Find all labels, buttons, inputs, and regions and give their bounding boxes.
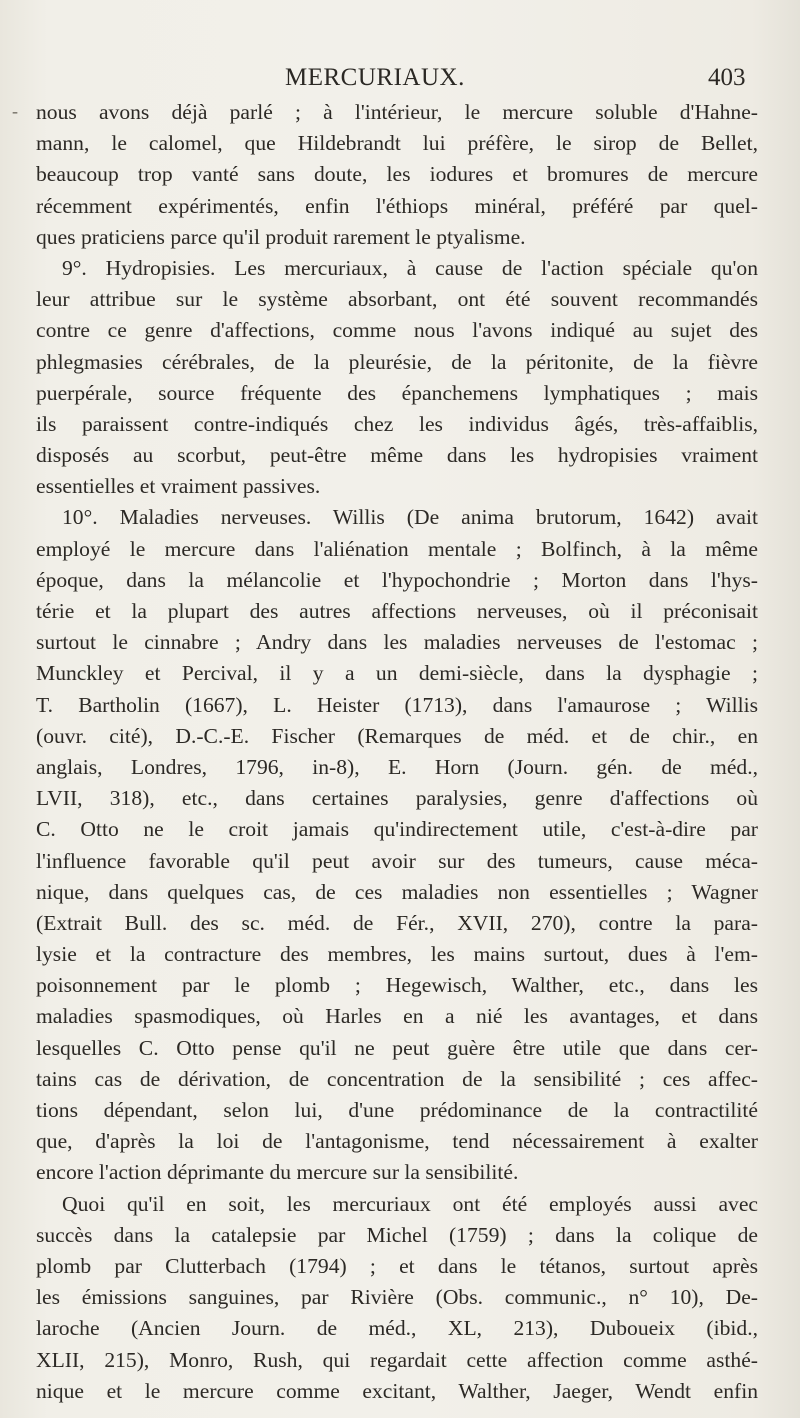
text-line: Munckley et Percival, il y a un demi-siècle, dans la dysphagie ; <box>36 661 758 686</box>
text-line: plomb par Clutterbach (1794) ; et dans le tétanos, surtout après <box>36 1253 758 1278</box>
margin-mark: - <box>12 101 18 121</box>
text-line: térie et la plupart des autres affections nerveuses, où il préconisait <box>36 599 758 623</box>
text-line: anglais, Londres, 1796, in-8), E. Horn (Journ. gén. de méd., <box>36 754 758 779</box>
text-line: surtout le cinnabre ; Andry dans les maladies nerveuses de l'estomac ; <box>36 630 758 655</box>
text-line: l'influence favorable qu'il peut avoir sur des tumeurs, cause méca- <box>36 848 758 873</box>
text-line: puerpérale, source fréquente des épanchemens lymphatiques ; mais <box>36 380 758 405</box>
text-line: nique, dans quelques cas, de ces maladies non essentielles ; Wagner <box>36 879 758 904</box>
text-line: (ouvr. cité), D.-C.-E. Fischer (Remarques de méd. et de chir., en <box>36 723 758 748</box>
page-number: 403 <box>708 64 746 91</box>
text-line: disposés au scorbut, peut-être même dans les hydropisies vraiment <box>36 443 758 468</box>
text-line: essentielles et vraiment passives. <box>36 474 321 499</box>
text-line: phlegmasies cérébrales, de la pleurésie, de la péritonite, de la fièvre <box>36 349 758 374</box>
text-line: les émissions sanguines, par Rivière (Obs. communic., n° 10), De- <box>36 1285 758 1310</box>
text-line: poisonnement par le plomb ; Hegewisch, Walther, etc., dans les <box>36 973 758 998</box>
text-line: contre ce genre d'affections, comme nous l'avons indiqué au sujet des <box>36 318 758 343</box>
text-line: nique et le mercure comme excitant, Walther, Jaeger, Wendt enfin <box>36 1378 758 1403</box>
text-line: nous avons déjà parlé ; à l'intérieur, le mercure soluble d'Hahne- <box>36 100 758 124</box>
text-line: encore l'action déprimante du mercure sur la sensibilité. <box>36 1160 519 1185</box>
text-line: tions dépendant, selon lui, d'une prédominance de la contractilité <box>36 1098 758 1122</box>
text-line: (Extrait Bull. des sc. méd. de Fér., XVII, 270), contre la para- <box>36 910 758 935</box>
text-line: C. Otto ne le croit jamais qu'indirectement utile, c'est-à-dire par <box>36 817 758 842</box>
text-line: 9°. Hydropisies. Les mercuriaux, à cause de l'action spéciale qu'on <box>62 255 758 280</box>
text-line: LVII, 318), etc., dans certaines paralysies, genre d'affections où <box>36 786 758 811</box>
text-line: T. Bartholin (1667), L. Heister (1713), dans l'amaurose ; Willis <box>36 692 758 717</box>
text-line: époque, dans la mélancolie et l'hypochondrie ; Morton dans l'hys- <box>36 567 758 592</box>
text-line: que, d'après la loi de l'antagonisme, tend nécessairement à exalter <box>36 1129 758 1154</box>
text-line: mann, le calomel, que Hildebrandt lui préfère, le sirop de Bellet, <box>36 131 758 156</box>
text-line: leur attribue sur le système absorbant, ont été souvent recommandés <box>36 287 758 312</box>
text-line: ques praticiens parce qu'il produit rarement le ptyalisme. <box>36 224 526 249</box>
text-line: 10°. Maladies nerveuses. Willis (De anima brutorum, 1642) avait <box>62 505 758 530</box>
text-line: lysie et la contracture des membres, les mains surtout, dues à l'em- <box>36 942 758 967</box>
text-line: maladies spasmodiques, où Harles en a nié les avantages, et dans <box>36 1004 758 1029</box>
text-line: XLII, 215), Monro, Rush, qui regardait cette affection comme asthé- <box>36 1347 758 1372</box>
text-line: ils paraissent contre-indiqués chez les individus âgés, très-affaiblis, <box>36 411 758 436</box>
text-line: succès dans la catalepsie par Michel (1759) ; dans la colique de <box>36 1222 758 1247</box>
text-line: employé le mercure dans l'aliénation mentale ; Bolfinch, à la même <box>36 536 758 561</box>
body-text <box>36 97 758 1407</box>
text-line: lesquelles C. Otto pense qu'il ne peut guère être utile que dans cer- <box>36 1035 758 1060</box>
text-line: beaucoup trop vanté sans doute, les iodures et bromures de mercure <box>36 162 758 187</box>
text-line: laroche (Ancien Journ. de méd., XL, 213), Duboueix (ibid., <box>36 1316 758 1341</box>
text-line: tains cas de dérivation, de concentration de la sensibilité ; ces affec- <box>36 1066 758 1091</box>
running-title: MERCURIAUX. <box>285 64 465 91</box>
text-line: Quoi qu'il en soit, les mercuriaux ont été employés aussi avec <box>62 1191 758 1216</box>
text-line: récemment expérimentés, enfin l'éthiops minéral, préféré par quel- <box>36 193 758 218</box>
